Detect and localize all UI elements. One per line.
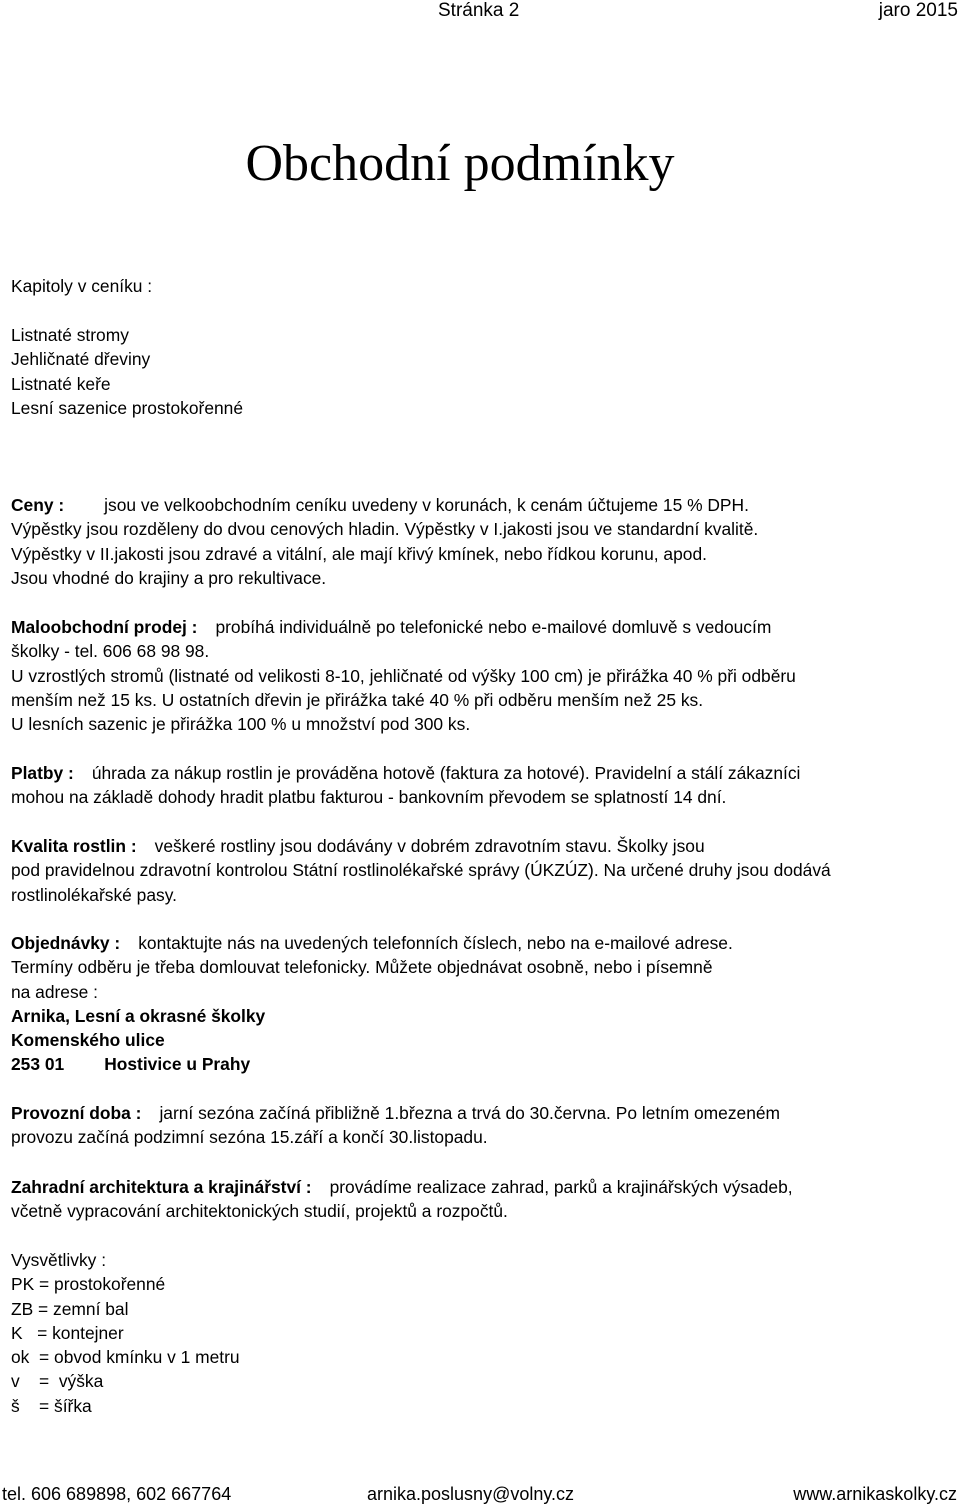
hours-text: jarní sezóna začíná přibližně 1.března a trvá do 30.června. Po letním omezeném — [159, 1103, 781, 1123]
legend-section — [11, 1248, 951, 1418]
architecture-text: provádíme realizace zahrad, parků a krajinářských výsadeb, — [329, 1177, 793, 1197]
legend-item: PK = prostokořenné — [11, 1274, 166, 1295]
page-footer — [0, 1484, 960, 1508]
legend-item: v = výška — [11, 1371, 104, 1392]
legend-item: š = šířka — [11, 1395, 92, 1416]
orders-text: na adrese : — [11, 981, 99, 1002]
hours-section — [11, 1101, 951, 1150]
prices-text: Výpěstky v II.jakosti jsou zdravé a vitální, ale mají křivý kmínek, nebo řídkou korunu, apod. — [11, 543, 707, 564]
orders-text: Termíny odběru je třeba domlouvat telefonicky. Můžete objednávat osobně, nebo i písemně — [11, 957, 713, 978]
architecture-label: Zahradní architektura a krajinářství : — [11, 1177, 312, 1197]
hours-text: provozu začíná podzimní sezóna 15.září a končí 30.listopadu. — [11, 1127, 488, 1148]
chapter-item: Jehličnaté dřeviny — [11, 349, 151, 370]
quality-label: Kvalita rostlin : — [11, 836, 137, 856]
orders-section — [11, 931, 951, 1077]
quality-section — [11, 834, 951, 907]
quality-text: pod pravidelnou zdravotní kontrolou Státní rostlinolékařské správy (ÚKZÚZ). Na určené druhy jsou dodává — [11, 860, 831, 881]
chapters-section — [11, 274, 951, 298]
retail-section — [11, 615, 951, 736]
chapter-item: Listnaté keře — [11, 373, 111, 394]
page-number: Stránka 2 — [438, 0, 520, 21]
legend-item: K = kontejner — [11, 1322, 124, 1343]
address-city: Hostivice u Prahy — [104, 1054, 251, 1075]
payment-text: úhrada za nákup rostlin je prováděna hotově (faktura za hotové). Pravidelní a stálí zákazníci — [91, 763, 801, 783]
prices-text: Jsou vhodné do krajiny a pro rekultivace. — [11, 567, 327, 588]
retail-text: U vzrostlých stromů (listnaté od velikosti 8-10, jehličnaté od výšky 100 cm) je přirážka 40 % při odběru — [11, 665, 796, 686]
footer-website: www.arnikaskolky.cz — [793, 1484, 957, 1504]
chapter-item: Listnaté stromy — [11, 325, 129, 345]
orders-label: Objednávky : — [11, 933, 121, 953]
legend-item: ZB = zemní bal — [11, 1298, 129, 1319]
page-header — [0, 0, 960, 26]
chapters-list — [11, 323, 951, 420]
retail-label: Maloobchodní prodej : — [11, 617, 198, 637]
prices-section — [11, 493, 951, 590]
quality-text: veškeré rostliny jsou dodávány v dobrém zdravotním stavu. Školky jsou — [154, 836, 705, 856]
page-title: Obchodní podmínky — [245, 135, 675, 192]
architecture-text: včetně vypracování architektonických studií, projektů a rozpočtů. — [11, 1201, 508, 1222]
retail-text: menším než 15 ks. U ostatních dřevin je přirážka také 40 % při odběru menším než 25 ks. — [11, 689, 704, 710]
prices-text: jsou ve velkoobchodním ceníku uvedeny v korunách, k cenám účtujeme 15 % DPH. — [104, 495, 749, 515]
footer-phone: tel. 606 689898, 602 667764 — [2, 1484, 232, 1504]
payment-text: mohou na základě dohody hradit platbu fakturou - bankovním převodem se splatností 14 dní. — [11, 787, 727, 808]
chapter-item: Lesní sazenice prostokořenné — [11, 397, 244, 418]
quality-text: rostlinolékařské pasy. — [11, 884, 177, 905]
payment-section — [11, 761, 951, 810]
retail-text: probíhá individuálně po telefonické nebo e-mailové domluvě s vedoucím — [215, 617, 772, 637]
address-zip: 253 01 — [11, 1054, 65, 1075]
architecture-section — [11, 1175, 951, 1224]
legend-item: ok = obvod kmínku v 1 metru — [11, 1347, 240, 1368]
address-street: Komenského ulice — [11, 1030, 165, 1051]
hours-label: Provozní doba : — [11, 1103, 142, 1123]
address-name: Arnika, Lesní a okrasné školky — [11, 1005, 266, 1026]
retail-text: U lesních sazenic je přirážka 100 % u množství pod 300 ks. — [11, 714, 471, 735]
payment-label: Platby : — [11, 763, 74, 783]
chapters-heading: Kapitoly v ceníku : — [11, 276, 153, 296]
retail-text: školky - tel. 606 68 98 98. — [11, 641, 210, 662]
footer-email: arnika.poslusny@volny.cz — [367, 1484, 575, 1504]
header-date: jaro 2015 — [878, 0, 958, 21]
prices-text: Výpěstky jsou rozděleny do dvou cenových hladin. Výpěstky v I.jakosti jsou ve standardní kvalitě. — [11, 519, 759, 540]
legend-heading: Vysvětlivky : — [11, 1250, 107, 1270]
prices-label: Ceny : — [11, 495, 65, 515]
orders-text: kontaktujte nás na uvedených telefonních číslech, nebo na e-mailové adrese. — [138, 933, 733, 953]
